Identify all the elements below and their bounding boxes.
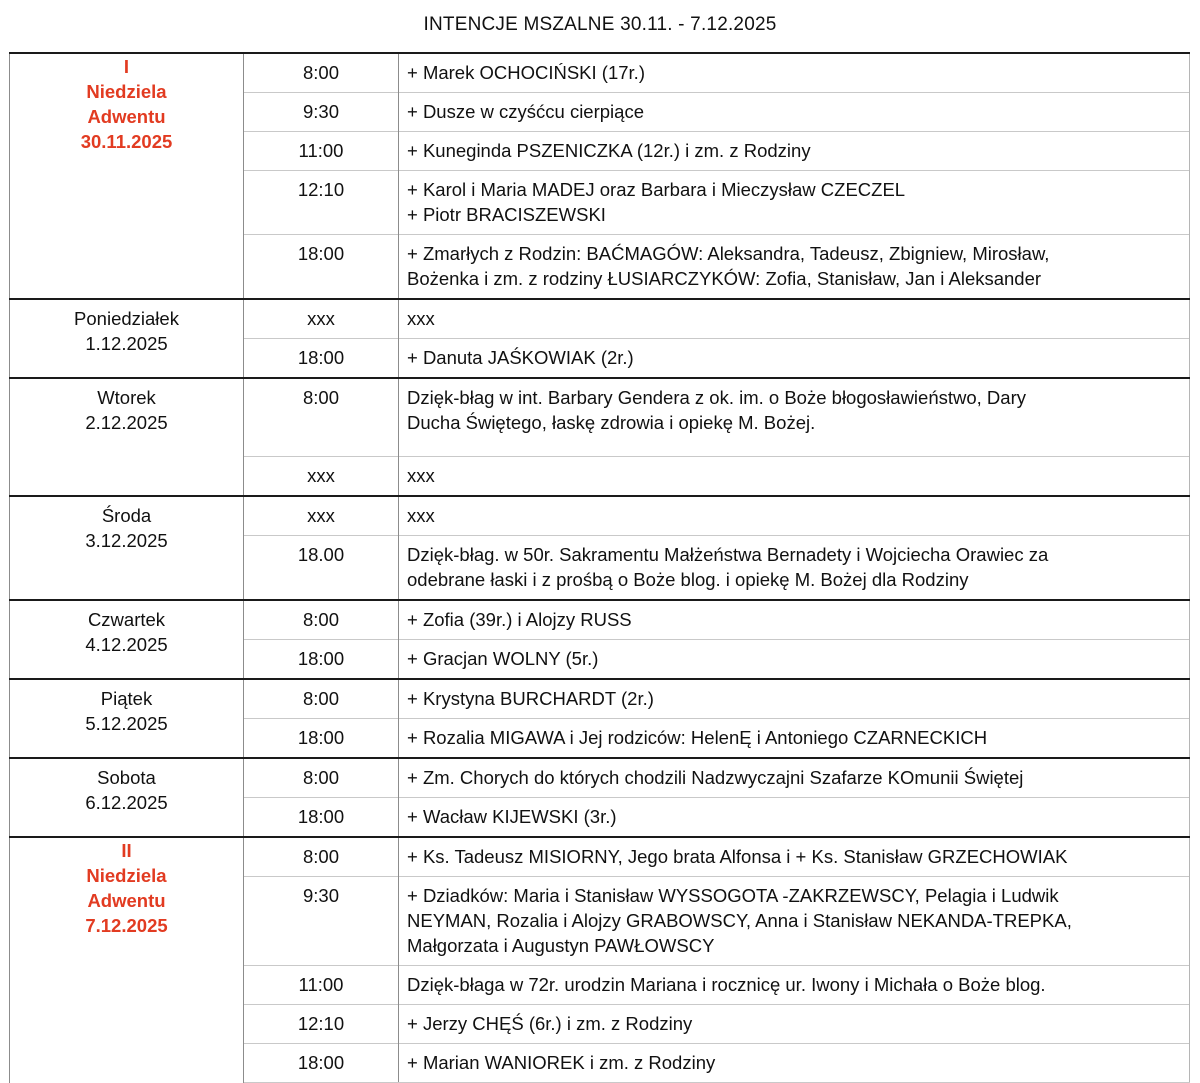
intention-line: Dzięk-błaga w 72r. urodzin Mariana i rocznicę ur. Iwony i Michała o Boże blog. bbox=[407, 974, 1046, 995]
mass-intention bbox=[399, 235, 1190, 300]
mass-time bbox=[244, 496, 399, 536]
mass-intention bbox=[399, 837, 1190, 877]
intention-line: xxx bbox=[407, 465, 435, 486]
day-label-line: 2.12.2025 bbox=[85, 412, 168, 433]
sunday-label bbox=[10, 837, 244, 1083]
mass-time bbox=[244, 1044, 399, 1083]
mass-time-text: 8:00 bbox=[302, 62, 339, 83]
mass-time-text: xxx bbox=[307, 505, 335, 526]
intention-line: + Kuneginda PSZENICZKA (12r.) i zm. z Rodziny bbox=[407, 140, 811, 161]
intention-line: Dzięk-błag w int. Barbary Gendera z ok. im. o Boże błogosławieństwo, Dary bbox=[407, 387, 1026, 408]
day-label-line: Niedziela bbox=[86, 865, 167, 886]
mass-time-text: 9:30 bbox=[302, 101, 339, 122]
mass-time-text: 18:00 bbox=[297, 347, 345, 368]
day-label bbox=[10, 378, 244, 496]
mass-time-text: 18:00 bbox=[297, 648, 345, 669]
mass-intention bbox=[399, 132, 1190, 171]
day-label bbox=[10, 299, 244, 378]
intention-line: NEYMAN, Rozalia i Alojzy GRABOWSCY, Anna i Stanisław NEKANDA-TREPKA, bbox=[407, 910, 1072, 931]
intention-line: Bożenka i zm. z rodziny ŁUSIARCZYKÓW: Zofia, Stanisław, Jan i Aleksander bbox=[407, 268, 1042, 289]
mass-time-text: 8:00 bbox=[302, 767, 339, 788]
mass-intention bbox=[399, 53, 1190, 93]
day-label-line: Wtorek bbox=[97, 387, 156, 408]
mass-intention bbox=[399, 679, 1190, 719]
mass-intention bbox=[399, 877, 1190, 966]
page-title: INTENCJE MSZALNE 30.11. - 7.12.2025 bbox=[423, 14, 777, 35]
intention-line: + Dusze w czyśćcu cierpiące bbox=[407, 101, 644, 122]
mass-intention bbox=[399, 496, 1190, 536]
mass-intention bbox=[399, 1044, 1190, 1083]
day-label-line: Czwartek bbox=[87, 609, 166, 630]
mass-time-text: 9:30 bbox=[302, 885, 339, 906]
mass-row bbox=[10, 378, 1190, 457]
mass-intention bbox=[399, 339, 1190, 379]
intention-line: + Dziadków: Maria i Stanisław WYSSOGOTA -ZAKRZEWSCY, Pelagia i Ludwik bbox=[407, 885, 1059, 906]
intention-line: + Zmarłych z Rodzin: BAĆMAGÓW: Aleksandra, Tadeusz, Zbigniew, Mirosław, bbox=[407, 243, 1050, 264]
intention-line: Ducha Świętego, łaskę zdrowia i opiekę M. Bożej. bbox=[407, 412, 816, 433]
mass-time-text: 12:10 bbox=[297, 1013, 345, 1034]
intention-line: + Krystyna BURCHARDT (2r.) bbox=[407, 688, 654, 709]
mass-time-text: xxx bbox=[307, 308, 335, 329]
day-label-line: Piątek bbox=[100, 688, 153, 709]
day-label-line: Adwentu bbox=[87, 890, 166, 911]
mass-time-text: 11:00 bbox=[298, 140, 344, 161]
mass-time bbox=[244, 93, 399, 132]
mass-intention bbox=[399, 719, 1190, 759]
mass-time-text: xxx bbox=[307, 465, 335, 486]
mass-row bbox=[10, 53, 1190, 93]
mass-row bbox=[10, 679, 1190, 719]
day-label-line: Niedziela bbox=[86, 81, 167, 102]
mass-time bbox=[244, 877, 399, 966]
mass-intention bbox=[399, 966, 1190, 1005]
mass-intention bbox=[399, 93, 1190, 132]
mass-time-text: 8:00 bbox=[302, 387, 339, 408]
day-label-line: 7.12.2025 bbox=[85, 915, 168, 936]
mass-time bbox=[244, 171, 399, 235]
mass-time-text: 18.00 bbox=[297, 544, 345, 565]
day-label-line: Sobota bbox=[97, 767, 156, 788]
mass-time bbox=[244, 640, 399, 680]
intention-line: + Zm. Chorych do których chodzili Nadzwyczajni Szafarze KOmunii Świętej bbox=[407, 767, 1024, 788]
mass-time-text: 18:00 bbox=[297, 806, 345, 827]
intention-line: xxx bbox=[407, 308, 435, 329]
intention-line: + Karol i Maria MADEJ oraz Barbara i Mieczysław CZECZEL bbox=[407, 179, 906, 200]
mass-time-text: 8:00 bbox=[302, 609, 339, 630]
intention-line: + Rozalia MIGAWA i Jej rodziców: HelenĘ i Antoniego CZARNECKICH bbox=[407, 727, 988, 748]
mass-row bbox=[10, 299, 1190, 339]
mass-time bbox=[244, 798, 399, 838]
day-label-line: 30.11.2025 bbox=[80, 131, 173, 152]
mass-row bbox=[10, 837, 1190, 877]
mass-intentions-body bbox=[10, 53, 1190, 1083]
mass-time-text: 18:00 bbox=[297, 243, 345, 264]
mass-time-text: 12:10 bbox=[297, 179, 345, 200]
intention-line: + Piotr BRACISZEWSKI bbox=[407, 204, 606, 225]
day-label-line: 1.12.2025 bbox=[85, 333, 168, 354]
intention-line: + Wacław KIJEWSKI (3r.) bbox=[407, 806, 617, 827]
mass-intention bbox=[399, 299, 1190, 339]
intention-line: + Gracjan WOLNY (5r.) bbox=[407, 648, 599, 669]
intention-line: Dzięk-błag. w 50r. Sakramentu Małżeństwa Bernadety i Wojciecha Orawiec za bbox=[407, 544, 1049, 565]
day-label bbox=[10, 496, 244, 600]
mass-time bbox=[244, 132, 399, 171]
mass-intention bbox=[399, 640, 1190, 680]
mass-intention bbox=[399, 171, 1190, 235]
intention-line: + Marek OCHOCIŃSKI (17r.) bbox=[407, 62, 645, 83]
mass-time-text: 8:00 bbox=[302, 688, 339, 709]
intention-line: Małgorzata i Augustyn PAWŁOWSCY bbox=[407, 935, 715, 956]
day-label-line: 5.12.2025 bbox=[85, 713, 168, 734]
mass-time-text: 8:00 bbox=[302, 846, 339, 867]
mass-time bbox=[244, 53, 399, 93]
mass-time-text: 18:00 bbox=[297, 1052, 345, 1073]
intention-line: + Ks. Tadeusz MISIORNY, Jego brata Alfonsa i + Ks. Stanisław GRZECHOWIAK bbox=[407, 846, 1068, 867]
mass-time bbox=[244, 235, 399, 300]
day-label-line: II bbox=[121, 840, 132, 861]
mass-time bbox=[244, 679, 399, 719]
mass-intention bbox=[399, 600, 1190, 640]
mass-time bbox=[244, 457, 399, 497]
intention-line: + Marian WANIOREK i zm. z Rodziny bbox=[407, 1052, 716, 1073]
mass-time bbox=[244, 378, 399, 457]
mass-intentions-table bbox=[9, 52, 1190, 1083]
intention-line: xxx bbox=[407, 505, 435, 526]
day-label-line: I bbox=[123, 56, 130, 77]
mass-time bbox=[244, 299, 399, 339]
mass-row bbox=[10, 600, 1190, 640]
mass-intention bbox=[399, 457, 1190, 497]
mass-time bbox=[244, 339, 399, 379]
intention-line: odebrane łaski i z prośbą o Boże blog. i opiekę M. Bożej dla Rodziny bbox=[407, 569, 969, 590]
mass-time bbox=[244, 837, 399, 877]
day-label bbox=[10, 679, 244, 758]
day-label-line: Poniedziałek bbox=[74, 308, 179, 329]
mass-intention bbox=[399, 798, 1190, 838]
mass-time-text: 18:00 bbox=[297, 727, 345, 748]
day-label bbox=[10, 600, 244, 679]
sunday-label bbox=[10, 53, 244, 299]
day-label-line: Adwentu bbox=[87, 106, 166, 127]
mass-time bbox=[244, 1005, 399, 1044]
day-label-line: 4.12.2025 bbox=[85, 634, 168, 655]
mass-intention bbox=[399, 1005, 1190, 1044]
mass-time bbox=[244, 758, 399, 798]
mass-intention bbox=[399, 378, 1190, 457]
mass-time bbox=[244, 536, 399, 601]
mass-time-text: 11:00 bbox=[298, 974, 344, 995]
mass-intention bbox=[399, 536, 1190, 601]
mass-time bbox=[244, 600, 399, 640]
mass-time bbox=[244, 719, 399, 759]
mass-row bbox=[10, 496, 1190, 536]
intention-line: + Jerzy CHĘŚ (6r.) i zm. z Rodziny bbox=[407, 1013, 693, 1034]
intention-line: + Danuta JAŚKOWIAK (2r.) bbox=[407, 347, 634, 368]
day-label-line: 3.12.2025 bbox=[85, 530, 168, 551]
mass-intention bbox=[399, 758, 1190, 798]
mass-row bbox=[10, 758, 1190, 798]
day-label bbox=[10, 758, 244, 837]
day-label-line: 6.12.2025 bbox=[85, 792, 168, 813]
day-label-line: Środa bbox=[101, 505, 152, 526]
intention-line: + Zofia (39r.) i Alojzy RUSS bbox=[407, 609, 632, 630]
mass-time bbox=[244, 966, 399, 1005]
